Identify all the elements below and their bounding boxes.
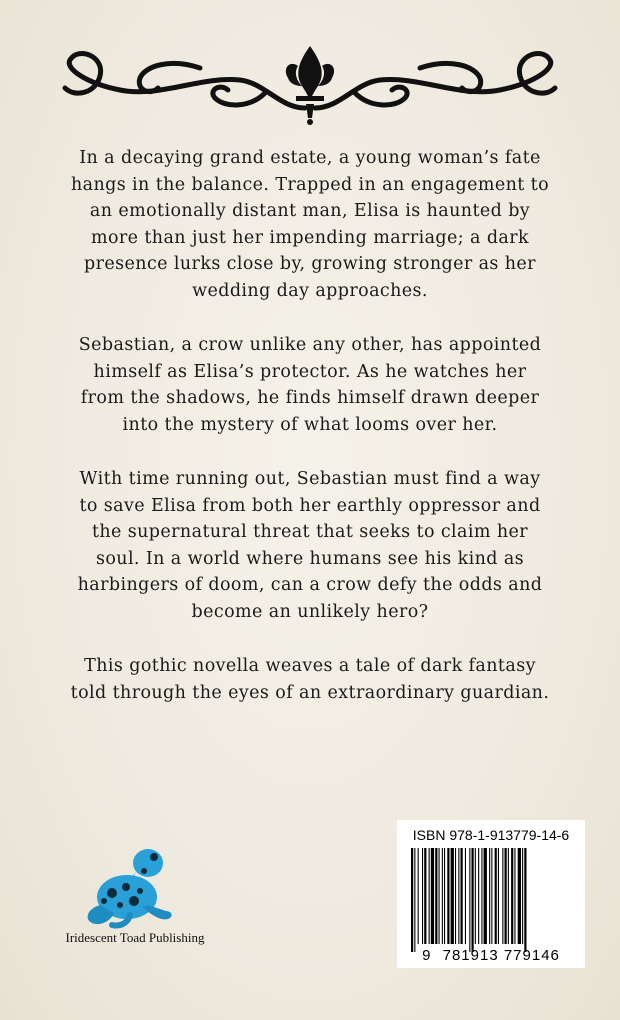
barcode-bar: [411, 848, 413, 952]
barcode-bar: [418, 848, 419, 944]
barcode-bar: [469, 848, 470, 952]
publisher-name: Iridescent Toad Publishing: [65, 930, 205, 945]
isbn-label: ISBN 978-1-913779-14-6: [412, 827, 570, 843]
barcode-bar: [431, 848, 434, 944]
barcode-bar: [442, 848, 443, 944]
barcode-bar: [435, 848, 437, 944]
barcode-bar: [511, 848, 513, 944]
barcode-bar: [458, 848, 459, 944]
barcode-bar: [484, 848, 487, 944]
barcode-bar: [465, 848, 466, 944]
barcode-bar: [489, 848, 490, 944]
blue-frog-icon: [82, 835, 182, 935]
barcode-bar: [514, 848, 515, 944]
barcode-bar: [455, 848, 456, 944]
synopsis-paragraph-3: With time running out, Sebastian must find a way to save Elisa from both her earthly oppressor and the supernatural threat that seeks to claim her soul. In a world where humans see his kind as harbingers of doom, can a crow defy the odds and become an unlikely hero?: [77, 469, 543, 622]
synopsis-paragraph-4: This gothic novella weaves a tale of dark fantasy told through the eyes of an extraordinary guardian.: [70, 656, 550, 703]
barcode-bar: [495, 848, 497, 944]
barcode-digit-group-1: 781913: [442, 947, 499, 964]
barcode-bar: [518, 848, 521, 944]
synopsis-paragraph-1: In a decaying grand estate, a young woman’s fate hangs in the balance. Trapped in an engagement to an emotionally distant man, Elisa is haunted by more than just her impending marriage; a dark presence lurks close by, growing stronger as her wedding day approaches.: [70, 148, 550, 301]
barcode-bar: [491, 848, 492, 944]
barcode-digit-group-2: 779146: [503, 947, 560, 964]
barcode-bar: [505, 848, 507, 944]
barcode-bar: [472, 848, 474, 952]
synopsis-text: [70, 145, 550, 734]
barcode-bar: [502, 848, 503, 944]
barcode-bar: [481, 848, 482, 944]
barcode-bar: [447, 848, 449, 944]
barcode-bar: [475, 848, 476, 944]
barcode-digit-first: 9: [422, 947, 432, 964]
barcode-bar: [508, 848, 509, 944]
barcode-bar: [461, 848, 463, 944]
barcode-bar: [478, 848, 479, 944]
barcode-bars: [411, 848, 571, 960]
barcode-bar: [524, 848, 526, 952]
synopsis-paragraph-2: Sebastian, a crow unlike any other, has appointed himself as Elisa’s protector. As he watches her from the shadows, he finds himself drawn deeper into the mystery of what looms over her.: [78, 335, 542, 435]
scroll-ornament-icon: [50, 38, 570, 128]
barcode-bar: [522, 848, 523, 944]
barcode-bar: [444, 848, 445, 944]
barcode-bar: [422, 848, 423, 944]
barcode-bar: [439, 848, 440, 944]
barcode-bar: [424, 848, 426, 944]
barcode-bar: [451, 848, 454, 944]
barcode-bar: [498, 848, 499, 944]
barcode-digits: [397, 947, 585, 964]
isbn-barcode: [397, 820, 585, 968]
barcode-bar: [414, 848, 415, 952]
barcode-bar: [429, 848, 430, 944]
